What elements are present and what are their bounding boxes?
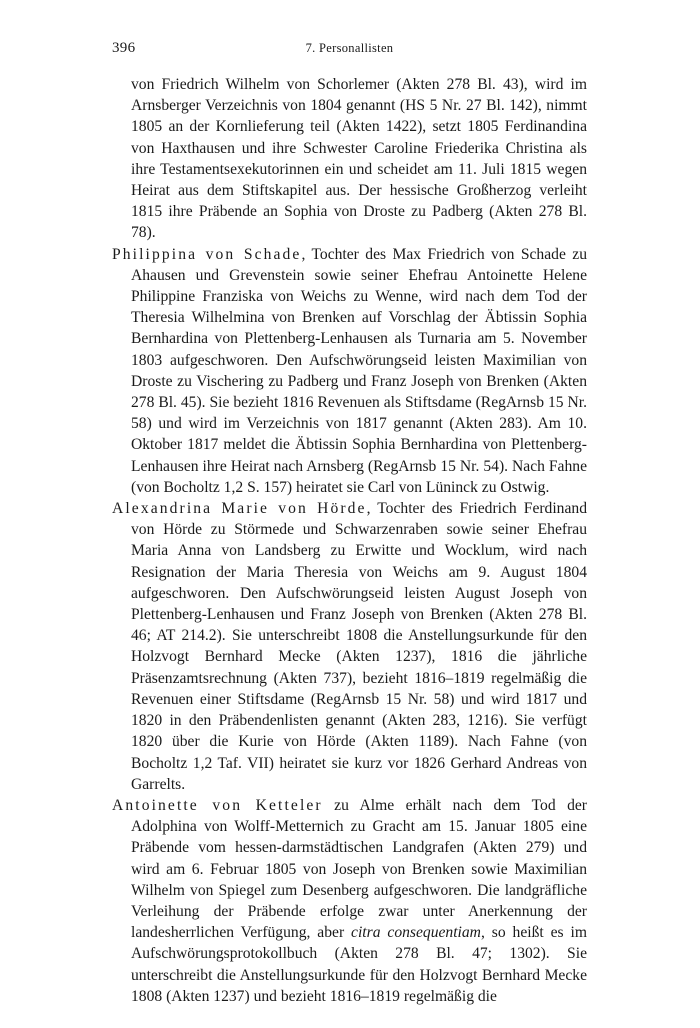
- entry-philippina-von-schade: [112, 244, 587, 498]
- running-head: 7. Personallisten: [305, 41, 394, 55]
- entry-text: , Tochter des Max Friedrich von Schade zu Ahausen und Grevenstein sowie seiner Ehefrau Antoinette Helene Philippine Franziska von Weichs zu Wenne, wird nach dem Tod der Theresia Wilhelmina von Brenken auf Vorschlag der Äbtissin Sophia Bernhardina von Plettenberg-Lenhausen als Turnaria am 5. November 1803 aufgeschworen. Den Aufschwörungseid leisten Maximilian von Droste zu Vischering zu Padberg und Franz Joseph von Brenken (Akten 278 Bl. 45). Sie bezieht 1816 Revenuen als Stiftsdame (RegArnsb 15 Nr. 58) und wird im Verzeichnis von 1817 genannt (Akten 283). Am 10. Oktober 1817 meldet die Äbtissin Sophia Bernhardina von Plettenberg-Lenhausen ihre Heirat nach Arnsberg (RegArnsb 15 Nr. 54). Nach Fahne (von Bocholtz 1,2 S. 157) heiratet sie Carl von Lüninck zu Ostwig.: [131, 245, 587, 496]
- entry-name: Alexandrina Marie von Hörde: [112, 500, 367, 518]
- entry-text: von Friedrich Wilhelm von Schorlemer (Akten 278 Bl. 43), wird im Arnsberger Verzeichnis von 1804 genannt (HS 5 Nr. 27 Bl. 142), nimmt 1805 an der Kornlieferung teil (Akten 1422), setzt 1805 Ferdinandina von Haxthausen und ihre Schwester Caroline Friederika Christina als ihre Testamentsexekutorinnen ein und scheidet am 11. Juli 1815 wegen Heirat aus dem Stiftskapitel aus. Der hessische Großherzog verleiht 1815 ihre Präbende an Sophia von Droste zu Padberg (Akten 278 Bl. 78).: [131, 76, 587, 242]
- entry-name: Antoinette von Ketteler: [112, 796, 323, 814]
- entry-italic-phrase: citra consequentiam: [351, 924, 481, 942]
- entry-text: , Tochter des Friedrich Ferdinand von Hörde zu Störmede und Schwarzenraben sowie seiner Ehefrau Maria Anna von Landsberg zu Erwitte und Wocklum, wird nach Resignation der Maria Theresia von Weichs am 9. August 1804 aufgeschworen. Den Aufschwörungseid leisten August Joseph von Plettenberg-Lenhausen und Franz Joseph von Brenken (Akten 278 Bl. 46; AT 214.2). Sie unterschreibt 1808 die Anstellungsurkunde für den Holzvogt Bernhard Mecke (Akten 1237), 1816 die jährliche Präsenzamtsrechnung (Akten 737), bezieht 1816–1819 regelmäßig die Revenuen einer Stiftsdame (RegArnsb 15 Nr. 58) und wird 1817 und 1820 in den Präbendenlisten genannt (Akten 283, 1216). Sie verfügt 1820 über die Kurie von Hörde (Akten 1189). Nach Fahne (von Bocholtz 1,2 Taf. VII) heiratet sie kurz vor 1826 Gerhard Andreas von Garrelts.: [131, 500, 587, 793]
- entry-continued: [112, 74, 587, 244]
- entry-text-continued: , so heißt es im Aufschwörungsprotokollbuch (Akten 278 Bl. 47; 1302). Sie unterschreibt die Anstellungsurkunde für den Holzvogt Bernhard Mecke 1808 (Akten 1237) und bezieht 1816–1819 regelmäßig die: [131, 924, 587, 1005]
- page-number: 396: [112, 40, 136, 56]
- entry-alexandrina-marie-von-hoerde: [112, 498, 587, 795]
- entry-text: zu Alme erhält nach dem Tod der Adolphina von Wolff-Metternich zu Gracht am 15. Januar 1805 eine Präbende vom hessen-darmstädtischen Landgrafen (Akten 279) und wird am 6. Februar 1805 von Joseph von Brenken sowie Maximilian Wilhelm von Spiegel zum Desenberg aufgeschworen. Die landgräfliche Verleihung der Präbende erfolge zwar unter Anerkennung der landesherrlichen Verfügung, aber: [131, 796, 588, 942]
- page-header: [112, 40, 587, 60]
- entry-name: Philippina von Schade: [112, 245, 302, 263]
- entry-antoinette-von-ketteler: [112, 795, 587, 1007]
- body-text: [112, 74, 587, 1007]
